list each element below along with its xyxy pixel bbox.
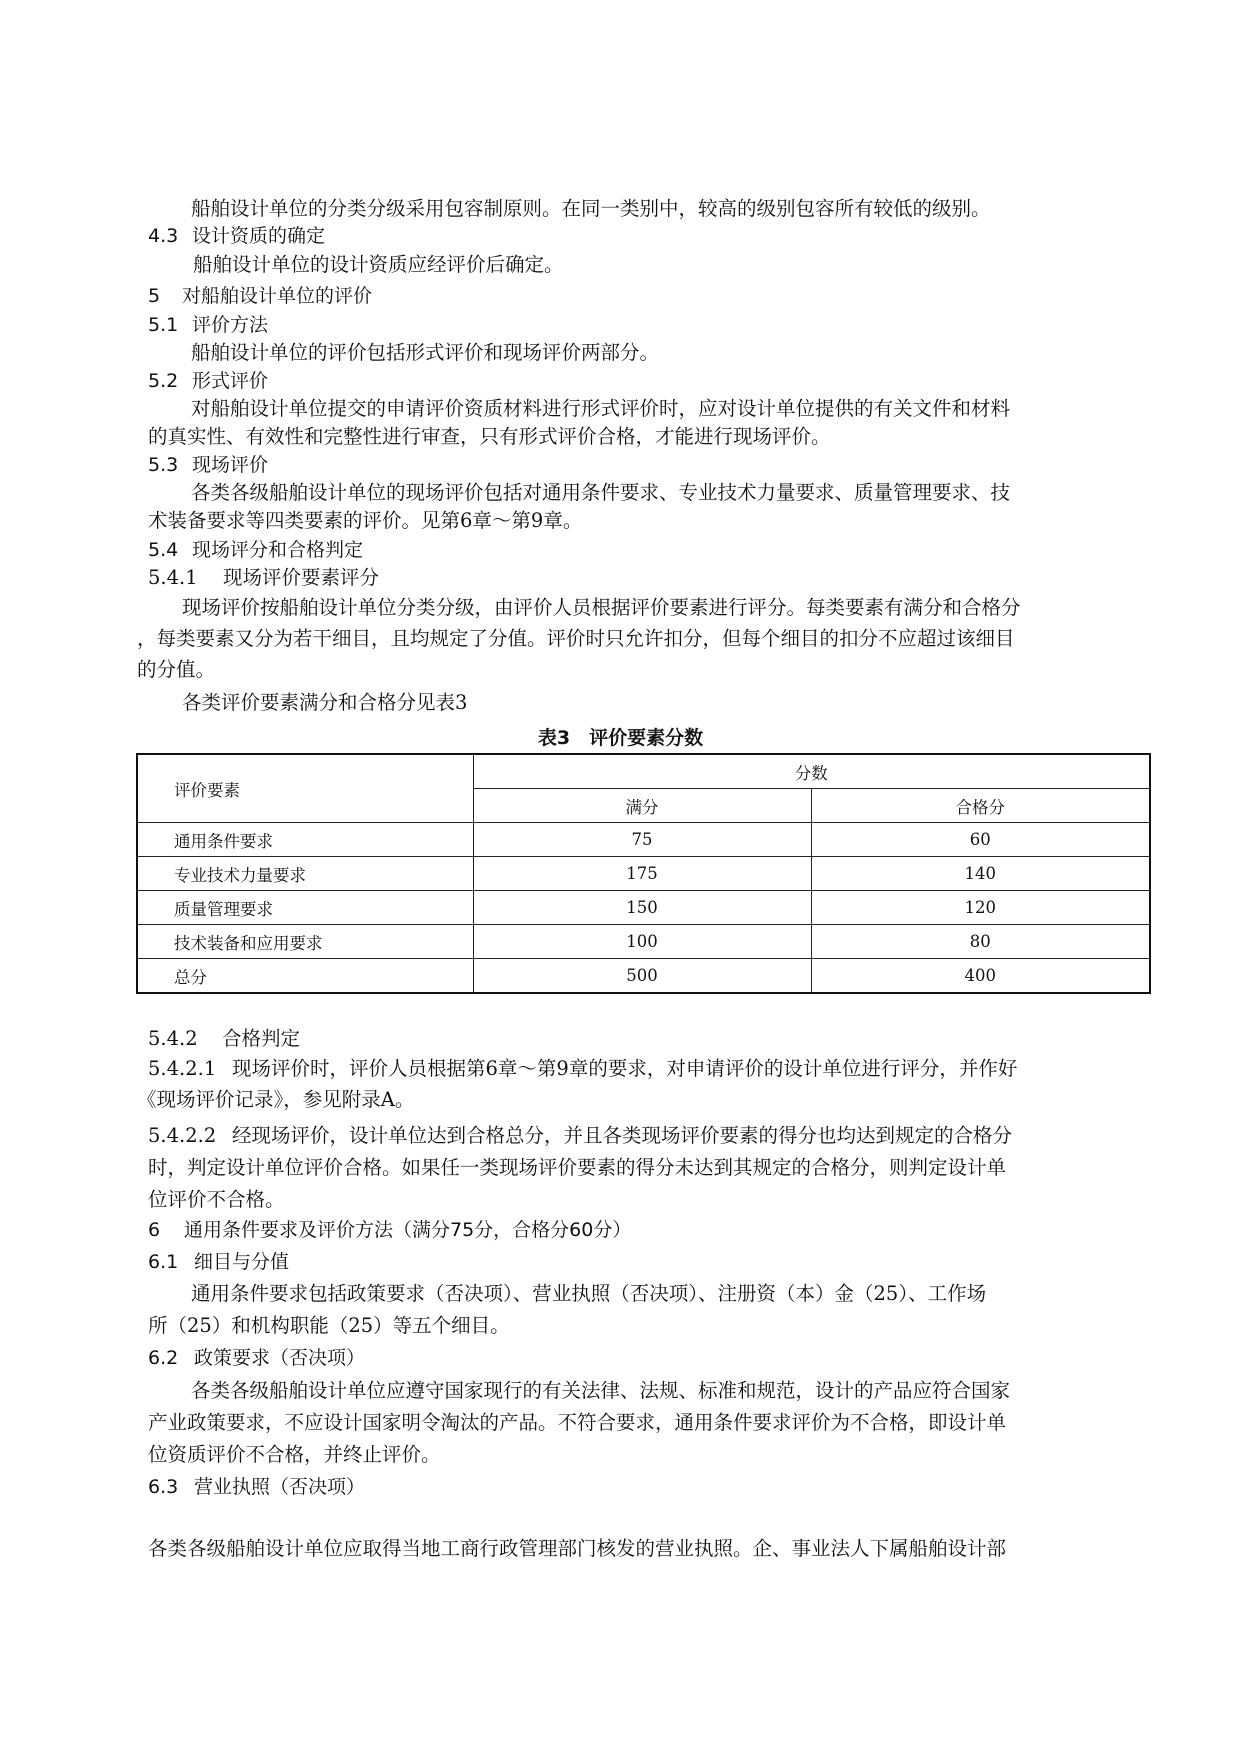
row-full-score: 150 [473, 891, 811, 925]
clause-5-4-2-1-line1 [148, 1056, 1017, 1082]
heading-5-1 [148, 312, 268, 338]
score-table [136, 753, 1151, 994]
row-full-score: 500 [473, 959, 811, 994]
paragraph-qualification: 船舶设计单位的设计资质应经评价后确定。 [193, 253, 564, 276]
paragraph-onsite-evaluation-line1: 各类各级船舶设计单位的现场评价包括对通用条件要求、专业技术力量要求、质量管理要求、技 [191, 481, 1011, 504]
section-title: 评价方法 [192, 314, 269, 336]
section-title: 合格判定 [222, 1027, 301, 1050]
paragraph-classification-principle: 船舶设计单位的分类分级采用包容制原则。在同一类别中，较高的级别包容所有较低的级别。 [191, 197, 991, 220]
section-number: 5.2 [148, 370, 179, 392]
paragraph-onsite-evaluation-line2: 术装备要求等四类要素的评价。见第6章～第9章。 [148, 509, 583, 532]
row-element-name: 质量管理要求 [137, 891, 473, 925]
header-element: 评价要素 [137, 754, 473, 823]
heading-4-3 [148, 223, 325, 249]
heading-6-1 [148, 1249, 289, 1275]
clause-text: 经现场评价，设计单位达到合格总分，并且各类现场评价要素的得分也均达到规定的合格分 [232, 1124, 1013, 1147]
row-element-name: 总分 [137, 959, 473, 994]
section-number: 5.4.2 [148, 1027, 198, 1050]
paragraph-table-reference: 各类评价要素满分和合格分见表3 [182, 691, 468, 714]
section-title: 现场评分和合格判定 [192, 539, 364, 561]
clause-5-4-2-1-line2: 《现场评价记录》，参见附录A。 [137, 1088, 415, 1111]
row-pass-score: 140 [811, 857, 1150, 891]
clause-5-4-2-2-line3: 位评价不合格。 [148, 1188, 285, 1211]
paragraph-evaluation-method: 船舶设计单位的评价包括形式评价和现场评价两部分。 [191, 341, 660, 364]
paragraph-business-license-line1: 各类各级船舶设计单位应取得当地工商行政管理部门核发的营业执照。企、事业法人下属船舶设计部 [148, 1537, 1007, 1560]
row-pass-score: 60 [811, 823, 1150, 857]
section-title: 营业执照（否决项） [194, 1476, 366, 1498]
clause-5-4-2-2-line1 [148, 1123, 1012, 1149]
header-full-score: 满分 [473, 789, 811, 823]
table-caption: 表3 评价要素分数 [537, 727, 704, 749]
paragraph-general-conditions-line2: 所（25）和机构职能（25）等五个细目。 [148, 1314, 510, 1337]
clause-text: 现场评价时，评价人员根据第6章～第9章的要求，对申请评价的设计单位进行评分，并作好 [232, 1057, 1018, 1080]
heading-5-4-1 [148, 565, 379, 591]
table-row [137, 925, 1150, 959]
section-number: 6.2 [148, 1347, 179, 1369]
table-row [137, 823, 1150, 857]
header-pass-score: 合格分 [811, 789, 1150, 823]
clause-5-4-2-2-line2: 时，判定设计单位评价合格。如果任一类现场评价要素的得分未达到其规定的合格分，则判定设计单 [148, 1156, 1007, 1179]
clause-number: 5.4.2.2 [148, 1124, 217, 1147]
section-number: 5.4 [148, 539, 179, 561]
section-title: 形式评价 [192, 370, 269, 392]
paragraph-policy-line1: 各类各级船舶设计单位应遵守国家现行的有关法律、法规、标准和规范，设计的产品应符合国家 [191, 1379, 1011, 1402]
paragraph-scoring-line3: 的分值。 [137, 658, 216, 681]
section-title: 现场评价 [192, 454, 269, 476]
section-title: 现场评价要素评分 [223, 566, 380, 589]
row-element-name: 通用条件要求 [137, 823, 473, 857]
heading-5-2 [148, 368, 268, 394]
row-pass-score: 80 [811, 925, 1150, 959]
row-full-score: 100 [473, 925, 811, 959]
paragraph-formal-evaluation-line1: 对船舶设计单位提交的申请评价资质材料进行形式评价时，应对设计单位提供的有关文件和材料 [191, 397, 1011, 420]
table-row [137, 857, 1150, 891]
section-number: 4.3 [148, 225, 179, 247]
heading-5-4-2 [148, 1026, 300, 1052]
table-row [137, 891, 1150, 925]
paragraph-formal-evaluation-line2: 的真实性、有效性和完整性进行审查，只有形式评价合格，才能进行现场评价。 [148, 425, 831, 448]
section-title: 对船舶设计单位的评价 [182, 285, 373, 307]
paragraph-policy-line2: 产业政策要求，不应设计国家明令淘汰的产品。不符合要求，通用条件要求评价为不合格，即设计单 [148, 1411, 1007, 1434]
section-title: 设计资质的确定 [192, 225, 326, 247]
row-element-name: 专业技术力量要求 [137, 857, 473, 891]
heading-5-4 [148, 537, 363, 563]
paragraph-scoring-line1: 现场评价按船舶设计单位分类分级，由评价人员根据评价要素进行评分。每类要素有满分和合格分 [182, 596, 1021, 619]
section-number: 5.1 [148, 314, 179, 336]
paragraph-general-conditions-line1: 通用条件要求包括政策要求（否决项）、营业执照（否决项）、注册资（本）金（25）、工作场 [191, 1282, 987, 1305]
paragraph-policy-line3: 位资质评价不合格，并终止评价。 [148, 1443, 441, 1466]
heading-5-3 [148, 452, 268, 478]
section-number: 6.1 [148, 1251, 179, 1273]
section-number: 5 [148, 285, 161, 307]
clause-number: 5.4.2.1 [148, 1057, 217, 1080]
heading-6-3 [148, 1474, 365, 1500]
row-element-name: 技术装备和应用要求 [137, 925, 473, 959]
row-full-score: 75 [473, 823, 811, 857]
section-title: 政策要求（否决项） [194, 1347, 366, 1369]
heading-6 [148, 1217, 631, 1243]
section-title: 通用条件要求及评价方法（满分75分，合格分60分） [184, 1219, 632, 1241]
section-number: 5.3 [148, 454, 179, 476]
section-number: 6.3 [148, 1476, 179, 1498]
paragraph-scoring-line2: ，每类要素又分为若干细目，且均规定了分值。评价时只允许扣分，但每个细目的扣分不应超过该细目 [137, 627, 1015, 650]
row-pass-score: 400 [811, 959, 1150, 994]
section-number: 5.4.1 [148, 566, 198, 589]
section-number: 6 [148, 1219, 161, 1241]
table-row [137, 959, 1150, 994]
row-full-score: 175 [473, 857, 811, 891]
heading-6-2 [148, 1345, 365, 1371]
row-pass-score: 120 [811, 891, 1150, 925]
header-score: 分数 [473, 754, 1150, 789]
heading-5 [148, 283, 372, 309]
section-title: 细目与分值 [194, 1251, 290, 1273]
